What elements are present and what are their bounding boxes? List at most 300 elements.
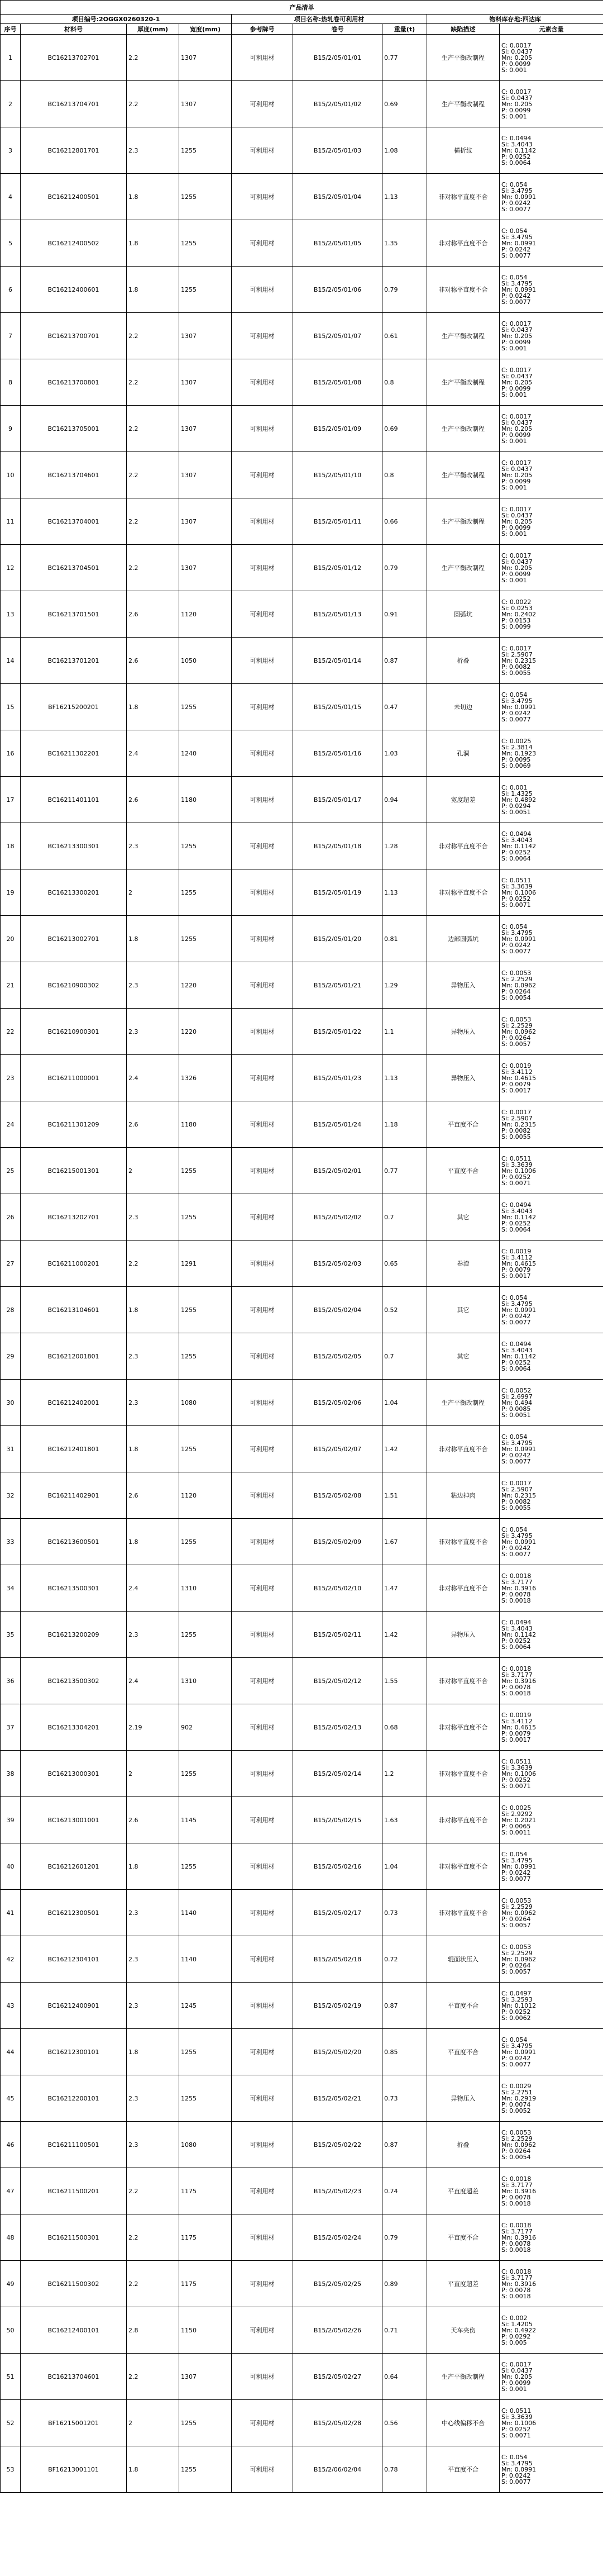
chem-line: Mn: 0.3916 <box>501 2233 537 2241</box>
chem-line: C: 0.002 <box>501 2314 528 2322</box>
row-seq: 49 <box>1 2261 21 2307</box>
row-defect: 宽度超差 <box>427 777 500 823</box>
row-width: 1240 <box>179 730 232 777</box>
row-chem <box>500 2446 603 2493</box>
row-grade: 可利用材 <box>232 962 293 1009</box>
row-seq: 16 <box>1 730 21 777</box>
chem-line: P: 0.0252 <box>501 1173 531 1181</box>
chem-line: S: 0.001 <box>501 437 527 445</box>
row-chem <box>500 1890 603 1936</box>
row-width: 1255 <box>179 2075 232 2122</box>
row-seq: 42 <box>1 1936 21 1983</box>
row-defect: 中心线偏移不合 <box>427 2400 500 2446</box>
row-material: BC16213700801 <box>21 359 127 406</box>
row-chem <box>500 267 603 313</box>
row-grade: 可利用材 <box>232 1148 293 1194</box>
chem-line: S: 0.001 <box>501 530 527 538</box>
row-seq: 37 <box>1 1704 21 1751</box>
table-row <box>1 2122 603 2168</box>
row-weight: 0.7 <box>382 1194 427 1241</box>
row-defect: 非对称平直度不合 <box>427 1890 500 1936</box>
row-weight: 0.8 <box>382 359 427 406</box>
row-thickness: 2.3 <box>127 2122 179 2168</box>
chem-line: Mn: 0.2315 <box>501 1491 537 1499</box>
row-grade: 可利用材 <box>232 2029 293 2075</box>
row-chem <box>500 1612 603 1658</box>
chem-line: Si: 3.3639 <box>501 1764 533 1771</box>
row-chem <box>500 1983 603 2029</box>
row-weight: 0.7 <box>382 1333 427 1380</box>
chem-line: P: 0.0242 <box>501 2472 531 2479</box>
row-defect: 生产平衡改制程 <box>427 313 500 359</box>
row-width: 1140 <box>179 1890 232 1936</box>
row-thickness: 2.2 <box>127 2261 179 2307</box>
row-thickness: 2.2 <box>127 1241 179 1287</box>
row-weight: 1.1 <box>382 1009 427 1055</box>
chem-line: P: 0.0264 <box>501 2147 531 2155</box>
row-defect: 折叠 <box>427 2122 500 2168</box>
row-thickness: 2.4 <box>127 1055 179 1101</box>
chem-line: P: 0.0099 <box>501 477 531 485</box>
row-defect: 非对称平直度不合 <box>427 267 500 313</box>
table-row <box>1 1380 603 1426</box>
table-row <box>1 1287 603 1333</box>
row-grade: 可利用材 <box>232 1658 293 1704</box>
row-defect: 折叠 <box>427 638 500 684</box>
row-defect: 生产平衡改制程 <box>427 452 500 498</box>
chem-line: S: 0.001 <box>501 344 527 352</box>
chem-line: P: 0.0242 <box>501 1312 531 1320</box>
chem-line: P: 0.0242 <box>501 199 531 207</box>
chem-line: Mn: 0.205 <box>501 425 533 432</box>
row-weight: 0.61 <box>382 313 427 359</box>
row-material: BC16213000301 <box>21 1751 127 1797</box>
row-chem <box>500 359 603 406</box>
chem-line: P: 0.0078 <box>501 1683 531 1691</box>
row-grade: 可利用材 <box>232 406 293 452</box>
row-weight: 0.87 <box>382 638 427 684</box>
chem-line: Si: 3.4112 <box>501 1717 533 1725</box>
row-thickness: 1.8 <box>127 1843 179 1890</box>
row-weight: 0.79 <box>382 2214 427 2261</box>
chem-line: P: 0.0242 <box>501 1544 531 1552</box>
row-coil: B15/2/05/02/25 <box>293 2261 382 2307</box>
row-grade: 可利用材 <box>232 1797 293 1843</box>
row-seq: 32 <box>1 1472 21 1519</box>
row-chem <box>500 2400 603 2446</box>
chem-line: S: 0.001 <box>501 483 527 491</box>
row-weight: 1.13 <box>382 1055 427 1101</box>
row-thickness: 2.4 <box>127 1565 179 1612</box>
chem-line: S: 0.0064 <box>501 159 531 167</box>
row-weight: 0.47 <box>382 684 427 730</box>
chem-line: S: 0.0017 <box>501 1736 531 1743</box>
chem-line: Si: 3.3639 <box>501 2413 533 2421</box>
row-chem <box>500 916 603 962</box>
chem-line: S: 0.0077 <box>501 2478 531 2485</box>
row-defect: 非对称平直度不合 <box>427 1751 500 1797</box>
row-chem <box>500 1194 603 1241</box>
row-chem <box>500 869 603 916</box>
row-chem <box>500 406 603 452</box>
row-material: BC16213300301 <box>21 823 127 869</box>
row-grade: 可利用材 <box>232 591 293 638</box>
chem-line: Mn: 0.0991 <box>501 935 537 943</box>
row-seq: 5 <box>1 220 21 267</box>
chem-line: Mn: 0.3916 <box>501 1677 537 1685</box>
row-material: BC16213500302 <box>21 1658 127 1704</box>
row-chem <box>500 2122 603 2168</box>
row-material: BC16211000001 <box>21 1055 127 1101</box>
row-width: 1255 <box>179 2400 232 2446</box>
row-material: BC16212601201 <box>21 1843 127 1890</box>
row-chem <box>500 174 603 220</box>
row-grade: 可利用材 <box>232 2446 293 2493</box>
row-weight: 1.42 <box>382 1426 427 1472</box>
row-chem <box>500 2307 603 2354</box>
row-coil: B15/2/05/02/27 <box>293 2354 382 2400</box>
row-defect: 异物压入 <box>427 1009 500 1055</box>
chem-line: Si: 3.7177 <box>501 1671 533 1679</box>
row-chem <box>500 1333 603 1380</box>
row-coil: B15/2/05/01/21 <box>293 962 382 1009</box>
chem-line: P: 0.0082 <box>501 1498 531 1505</box>
row-chem <box>500 1472 603 1519</box>
row-seq: 34 <box>1 1565 21 1612</box>
row-defect: 非对称平直度不合 <box>427 1426 500 1472</box>
storage-location: 物料库存地:四达库 <box>427 15 603 24</box>
row-coil: B15/2/05/02/26 <box>293 2307 382 2354</box>
row-seq: 52 <box>1 2400 21 2446</box>
chem-line: C: 0.0053 <box>501 1897 532 1904</box>
row-grade: 可利用材 <box>232 730 293 777</box>
chem-line: Si: 3.4795 <box>501 233 533 241</box>
row-grade: 可利用材 <box>232 1194 293 1241</box>
row-coil: B15/2/05/01/13 <box>293 591 382 638</box>
chem-line: Si: 2.2529 <box>501 1903 533 1910</box>
chem-line: Si: 2.2529 <box>501 1949 533 1957</box>
row-grade: 可利用材 <box>232 1565 293 1612</box>
chem-line: C: 0.0017 <box>501 459 532 467</box>
row-width: 1326 <box>179 1055 232 1101</box>
chem-line: S: 0.0018 <box>501 2199 531 2207</box>
table-row <box>1 2168 603 2214</box>
row-coil: B15/2/05/02/05 <box>293 1333 382 1380</box>
row-chem <box>500 1380 603 1426</box>
row-seq: 47 <box>1 2168 21 2214</box>
chem-line: Si: 2.3814 <box>501 743 533 751</box>
row-coil: B15/2/05/01/17 <box>293 777 382 823</box>
chem-line: P: 0.0078 <box>501 2240 531 2247</box>
row-grade: 可利用材 <box>232 823 293 869</box>
table-row <box>1 1101 603 1148</box>
row-material: BC16212801701 <box>21 127 127 174</box>
chem-line: P: 0.0079 <box>501 1080 531 1088</box>
row-chem <box>500 1751 603 1797</box>
row-width: 1291 <box>179 1241 232 1287</box>
row-thickness: 1.8 <box>127 174 179 220</box>
chem-line: S: 0.0054 <box>501 994 531 1001</box>
chem-line: Si: 3.4795 <box>501 697 533 705</box>
chem-line: C: 0.054 <box>501 273 528 281</box>
row-width: 1080 <box>179 2122 232 2168</box>
row-grade: 可利用材 <box>232 267 293 313</box>
chem-line: C: 0.0017 <box>501 412 532 420</box>
chem-line: Si: 3.4795 <box>501 2042 533 2050</box>
row-coil: B15/2/05/02/20 <box>293 2029 382 2075</box>
row-material: BC16213001001 <box>21 1797 127 1843</box>
row-coil: B15/2/05/01/07 <box>293 313 382 359</box>
table-row <box>1 1843 603 1890</box>
chem-line: S: 0.005 <box>501 2339 527 2346</box>
chem-line: C: 0.054 <box>501 923 528 930</box>
chem-line: S: 0.0077 <box>501 947 531 955</box>
chem-line: C: 0.0017 <box>501 41 532 49</box>
row-coil: B15/2/05/02/08 <box>293 1472 382 1519</box>
row-width: 1310 <box>179 1658 232 1704</box>
row-grade: 可利用材 <box>232 1380 293 1426</box>
chem-line: P: 0.0099 <box>501 338 531 346</box>
row-seq: 44 <box>1 2029 21 2075</box>
chem-line: C: 0.0053 <box>501 969 532 977</box>
row-coil: B15/2/05/02/02 <box>293 1194 382 1241</box>
row-weight: 1.2 <box>382 1751 427 1797</box>
row-grade: 可利用材 <box>232 2307 293 2354</box>
row-chem <box>500 1565 603 1612</box>
row-grade: 可利用材 <box>232 2075 293 2122</box>
chem-line: S: 0.0099 <box>501 622 531 630</box>
row-grade: 可利用材 <box>232 545 293 591</box>
row-thickness: 2.3 <box>127 1612 179 1658</box>
row-coil: B15/2/05/02/01 <box>293 1148 382 1194</box>
row-width: 1255 <box>179 1751 232 1797</box>
row-width: 1245 <box>179 1983 232 2029</box>
row-thickness: 2.2 <box>127 35 179 81</box>
chem-line: P: 0.0252 <box>501 1358 531 1366</box>
row-width: 1145 <box>179 1797 232 1843</box>
row-chem <box>500 1426 603 1472</box>
chem-line: Mn: 0.0991 <box>501 1445 537 1453</box>
row-chem <box>500 823 603 869</box>
row-material: BC16213300201 <box>21 869 127 916</box>
chem-line: S: 0.0069 <box>501 762 531 769</box>
chem-line: Mn: 0.0962 <box>501 981 537 989</box>
row-seq: 20 <box>1 916 21 962</box>
row-chem <box>500 2075 603 2122</box>
row-chem <box>500 1055 603 1101</box>
chem-line: Si: 2.2529 <box>501 2135 533 2142</box>
chem-line: P: 0.0294 <box>501 802 531 810</box>
row-coil: B15/2/05/02/16 <box>293 1843 382 1890</box>
row-weight: 0.74 <box>382 2168 427 2214</box>
row-coil: B15/2/05/02/12 <box>293 1658 382 1704</box>
row-width: 1255 <box>179 174 232 220</box>
row-material: BC16211401101 <box>21 777 127 823</box>
row-thickness: 1.8 <box>127 267 179 313</box>
row-defect: 异物压入 <box>427 962 500 1009</box>
chem-line: Si: 3.2593 <box>501 1995 533 2003</box>
chem-line: Mn: 0.0991 <box>501 1306 537 1314</box>
chem-line: S: 0.0077 <box>501 1550 531 1558</box>
row-seq: 23 <box>1 1055 21 1101</box>
row-weight: 0.65 <box>382 1241 427 1287</box>
row-defect: 平直度不合 <box>427 2446 500 2493</box>
chem-line: Mn: 0.205 <box>501 378 533 386</box>
row-defect: 其它 <box>427 1333 500 1380</box>
chem-line: S: 0.0077 <box>501 1875 531 1883</box>
row-coil: B15/2/05/01/08 <box>293 359 382 406</box>
info-row <box>1 15 603 24</box>
row-coil: B15/2/05/01/03 <box>293 127 382 174</box>
row-seq: 12 <box>1 545 21 591</box>
row-thickness: 2.2 <box>127 81 179 127</box>
row-material: BF16215001201 <box>21 2400 127 2446</box>
row-coil: B15/2/05/02/14 <box>293 1751 382 1797</box>
chem-line: Si: 3.4795 <box>501 1532 533 1539</box>
row-grade: 可利用材 <box>232 1333 293 1380</box>
row-coil: B15/2/05/02/22 <box>293 2122 382 2168</box>
chem-line: C: 0.001 <box>501 783 528 791</box>
row-thickness: 2.3 <box>127 127 179 174</box>
row-grade: 可利用材 <box>232 916 293 962</box>
chem-line: Mn: 0.1006 <box>501 888 537 896</box>
row-grade: 可利用材 <box>232 1055 293 1101</box>
row-chem <box>500 2168 603 2214</box>
chem-line: Mn: 0.2315 <box>501 657 537 664</box>
row-weight: 1.13 <box>382 869 427 916</box>
chem-line: Si: 3.4112 <box>501 1068 533 1076</box>
row-grade: 可利用材 <box>232 174 293 220</box>
row-weight: 0.8 <box>382 452 427 498</box>
chem-line: Si: 0.0437 <box>501 2366 533 2374</box>
row-thickness: 2.3 <box>127 1194 179 1241</box>
row-seq: 38 <box>1 1751 21 1797</box>
row-seq: 27 <box>1 1241 21 1287</box>
chem-line: P: 0.0264 <box>501 987 531 995</box>
row-defect: 其它 <box>427 1194 500 1241</box>
chem-line: P: 0.0242 <box>501 709 531 717</box>
chem-line: S: 0.0018 <box>501 2246 531 2254</box>
table-row <box>1 1658 603 1704</box>
chem-line: Mn: 0.4615 <box>501 1723 537 1731</box>
chem-line: C: 0.0494 <box>501 1340 532 1348</box>
chem-line: S: 0.0071 <box>501 2431 531 2439</box>
chem-line: Mn: 0.1012 <box>501 2002 537 2009</box>
row-seq: 8 <box>1 359 21 406</box>
chem-line: Mn: 0.1142 <box>501 1352 537 1360</box>
row-chem <box>500 2029 603 2075</box>
chem-line: Mn: 0.205 <box>501 471 533 479</box>
header-coil: 卷号 <box>293 24 382 35</box>
chem-line: Mn: 0.1142 <box>501 1213 537 1221</box>
row-material: BF16213001101 <box>21 2446 127 2493</box>
table-row <box>1 2400 603 2446</box>
row-defect: 生产平衡改制程 <box>427 35 500 81</box>
row-weight: 0.77 <box>382 35 427 81</box>
chem-line: Mn: 0.1006 <box>501 1167 537 1175</box>
row-weight: 0.87 <box>382 1983 427 2029</box>
chem-line: C: 0.0017 <box>501 320 532 327</box>
row-defect: 生产平衡改制程 <box>427 406 500 452</box>
chem-line: Si: 3.4043 <box>501 1346 533 1354</box>
row-thickness: 2.2 <box>127 2168 179 2214</box>
chem-line: Si: 0.0437 <box>501 372 533 380</box>
row-width: 1255 <box>179 916 232 962</box>
row-width: 1307 <box>179 35 232 81</box>
header-defect: 缺陷描述 <box>427 24 500 35</box>
row-weight: 0.79 <box>382 545 427 591</box>
row-coil: B15/2/05/02/24 <box>293 2214 382 2261</box>
chem-line: Si: 3.4795 <box>501 929 533 937</box>
row-grade: 可利用材 <box>232 81 293 127</box>
chem-line: C: 0.0018 <box>501 2268 532 2275</box>
row-seq: 21 <box>1 962 21 1009</box>
chem-line: Si: 0.0437 <box>501 419 533 426</box>
chem-line: S: 0.0077 <box>501 205 531 213</box>
row-width: 1255 <box>179 869 232 916</box>
chem-line: Si: 3.7177 <box>501 2227 533 2235</box>
row-coil: B15/2/05/01/16 <box>293 730 382 777</box>
chem-line: Si: 2.2751 <box>501 2088 533 2096</box>
row-grade: 可利用材 <box>232 1519 293 1565</box>
chem-line: P: 0.0252 <box>501 153 531 160</box>
table-row <box>1 2307 603 2354</box>
row-width: 1255 <box>179 1287 232 1333</box>
chem-line: S: 0.0052 <box>501 2107 531 2114</box>
row-seq: 36 <box>1 1658 21 1704</box>
row-coil: B15/2/05/02/04 <box>293 1287 382 1333</box>
row-seq: 28 <box>1 1287 21 1333</box>
chem-line: C: 0.054 <box>501 2036 528 2043</box>
chem-line: P: 0.0252 <box>501 1776 531 1784</box>
chem-line: C: 0.0017 <box>501 88 532 96</box>
row-chem <box>500 220 603 267</box>
row-coil: B15/2/05/01/20 <box>293 916 382 962</box>
row-thickness: 2 <box>127 1148 179 1194</box>
row-coil: B15/2/05/01/12 <box>293 545 382 591</box>
chem-line: Mn: 0.0962 <box>501 1028 537 1035</box>
row-width: 1307 <box>179 498 232 545</box>
row-coil: B15/2/05/02/15 <box>293 1797 382 1843</box>
chem-line: Mn: 0.4922 <box>501 2326 537 2334</box>
row-seq: 30 <box>1 1380 21 1426</box>
row-seq: 9 <box>1 406 21 452</box>
row-thickness: 2.8 <box>127 2307 179 2354</box>
row-chem <box>500 1658 603 1704</box>
chem-line: Mn: 0.1923 <box>501 749 537 757</box>
row-width: 1307 <box>179 406 232 452</box>
header-seq: 序号 <box>1 24 21 35</box>
row-material: BC16210900301 <box>21 1009 127 1055</box>
row-defect: 平直度超差 <box>427 2261 500 2307</box>
table-row <box>1 1148 603 1194</box>
chem-line: S: 0.0077 <box>501 251 531 259</box>
row-thickness: 2.6 <box>127 638 179 684</box>
row-chem <box>500 1843 603 1890</box>
row-chem <box>500 1287 603 1333</box>
row-width: 1255 <box>179 267 232 313</box>
row-seq: 50 <box>1 2307 21 2354</box>
row-seq: 40 <box>1 1843 21 1890</box>
chem-line: Mn: 0.205 <box>501 100 533 108</box>
chem-line: Si: 3.4795 <box>501 2459 533 2467</box>
row-thickness: 2 <box>127 869 179 916</box>
row-weight: 1.29 <box>382 962 427 1009</box>
title-row <box>1 1 603 15</box>
row-grade: 可利用材 <box>232 684 293 730</box>
table-row <box>1 313 603 359</box>
chem-line: P: 0.0264 <box>501 1034 531 1042</box>
